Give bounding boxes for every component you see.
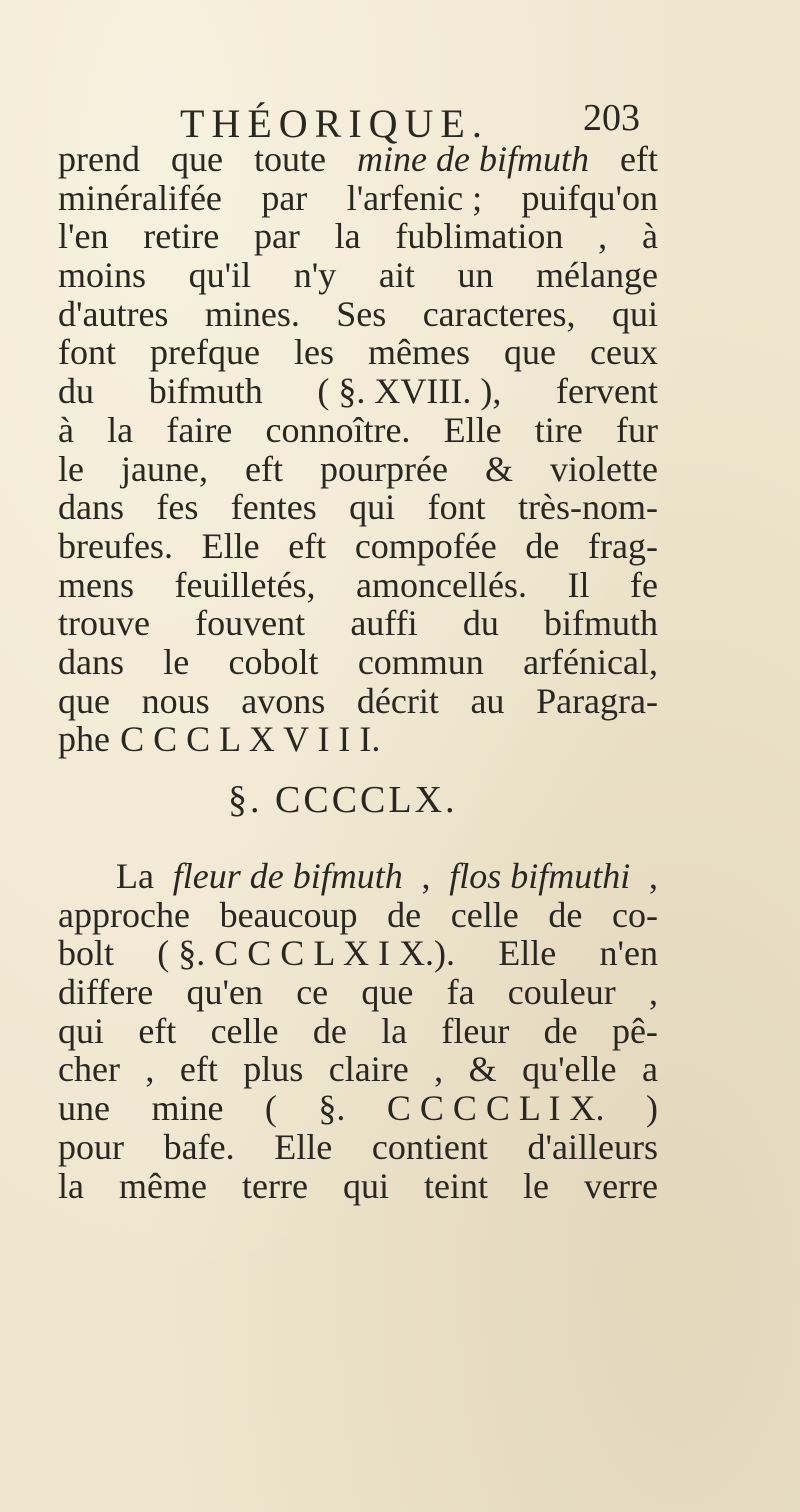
word: phe (58, 719, 110, 760)
word: puifqu'on (521, 177, 658, 218)
word: violette (550, 448, 658, 489)
word: ( §. C C C L X I X.). (157, 933, 455, 974)
word: d'autres (58, 293, 169, 334)
word: fes (156, 487, 199, 528)
word: de (548, 894, 583, 935)
word: même (119, 1165, 207, 1206)
word: teint (424, 1165, 489, 1206)
word: de (312, 1010, 347, 1051)
word: mélange (536, 255, 658, 296)
word: prend (58, 139, 140, 179)
word: mines. (204, 293, 300, 334)
word: bafe. (163, 1126, 235, 1167)
text-line (58, 1089, 658, 1128)
word: eft (245, 448, 283, 489)
word: , (648, 972, 658, 1013)
word: de (525, 525, 560, 566)
text-line (58, 217, 658, 256)
word: eft (620, 139, 658, 179)
word: pourprée (320, 448, 448, 489)
word: que (361, 972, 414, 1013)
text-line (58, 973, 658, 1012)
word: par (261, 177, 308, 218)
word: que (171, 139, 223, 179)
text-line (58, 1128, 658, 1167)
word: celle (450, 894, 519, 935)
word: retire (143, 216, 220, 257)
word: caracteres, (422, 293, 576, 334)
word: dans (58, 487, 124, 528)
text-line (58, 857, 658, 896)
text-line (58, 450, 658, 489)
word: dans (58, 641, 124, 682)
word: differe (58, 972, 154, 1013)
text-line (58, 488, 658, 527)
word: , (598, 216, 608, 257)
word: plus (243, 1049, 304, 1090)
word: ) (646, 1088, 658, 1129)
text-line (58, 333, 658, 372)
word: terre (242, 1165, 308, 1206)
text-line (58, 682, 658, 721)
word: Il (567, 564, 590, 605)
word: très-nom- (518, 487, 658, 528)
word: du (462, 603, 499, 644)
word: co- (612, 894, 658, 935)
word: toute (254, 139, 326, 179)
word: font (58, 332, 116, 373)
word: a (641, 1049, 658, 1090)
word: l'en (58, 216, 109, 257)
word: mêmes (367, 332, 470, 373)
word: à (641, 216, 658, 257)
word: eft (179, 1049, 218, 1090)
word: fur (615, 409, 658, 450)
word: qui (611, 293, 658, 334)
running-title: THÉORIQUE. (180, 101, 489, 146)
section-heading: §. CCCCLX. (228, 779, 458, 821)
word: fentes (230, 487, 317, 528)
word: pê- (611, 1010, 658, 1051)
text-line (58, 566, 658, 605)
word: Elle (443, 409, 502, 450)
word: & (484, 448, 513, 489)
word: mens (58, 564, 134, 605)
word: prefque (150, 332, 260, 373)
paragraph-1 (58, 140, 658, 759)
word: flos bifmuthi (449, 856, 631, 896)
word: Paragra- (536, 680, 658, 721)
word: §. (318, 1088, 346, 1129)
word: fervent (556, 371, 658, 412)
word: de (543, 1010, 578, 1051)
word: un (457, 255, 494, 296)
word: Elle (201, 525, 260, 566)
word: auffi (350, 603, 418, 644)
word: arfénical, (523, 641, 658, 682)
word: ( §. XVIII. ), (317, 371, 502, 412)
word: qui (58, 1010, 105, 1051)
text-line (58, 372, 658, 411)
word: breufes. (58, 525, 173, 566)
word: contient (371, 1126, 488, 1167)
word: mine (151, 1088, 224, 1129)
word: fleur de bifmuth (172, 856, 403, 896)
word: ( (264, 1088, 277, 1129)
word: cher (58, 1049, 120, 1090)
word: eft (288, 525, 327, 566)
text-line (58, 604, 658, 643)
text-line (58, 1167, 658, 1206)
word: de (387, 894, 422, 935)
word: connoître. (265, 409, 411, 450)
word: au (470, 680, 505, 721)
word: mine de bifmuth (357, 139, 589, 179)
word: cobolt (228, 641, 319, 682)
text-line (58, 1050, 658, 1089)
word: fouvent (195, 603, 306, 644)
word: ce (296, 972, 329, 1013)
word: bifmuth (544, 603, 658, 644)
word: qu'en (186, 972, 263, 1013)
word: l'arfenic ; (346, 177, 483, 218)
text-line (58, 140, 658, 179)
word: couleur (507, 972, 616, 1013)
word: bifmuth (148, 371, 263, 412)
word: Elle (498, 933, 557, 974)
word: le (163, 641, 190, 682)
word: , (648, 856, 658, 896)
word: n'y (293, 255, 337, 296)
word: minéralifée (58, 177, 222, 218)
word: , (145, 1049, 155, 1090)
paragraph-2 (58, 857, 658, 1205)
word: du (58, 371, 94, 412)
word: approche (58, 894, 190, 935)
text-line (58, 256, 658, 295)
word: commun (357, 641, 484, 682)
word: le (523, 1165, 550, 1206)
word: frag- (588, 525, 658, 566)
word: font (427, 487, 486, 528)
word: n'en (599, 933, 658, 974)
word: Elle (274, 1126, 333, 1167)
word: les (293, 332, 334, 373)
text-line (58, 179, 658, 218)
word: celle (210, 1010, 279, 1051)
word: feuilletés, (174, 564, 316, 605)
word: pour (58, 1126, 124, 1167)
word: fa (446, 972, 475, 1013)
word: tire (534, 409, 583, 450)
word: d'ailleurs (527, 1126, 658, 1167)
word: la (334, 216, 361, 257)
word: , (434, 1049, 444, 1090)
word: ceux (589, 332, 658, 373)
word: fublimation (395, 216, 564, 257)
word: & (468, 1049, 497, 1090)
word: la (58, 1165, 84, 1206)
word: fe (630, 564, 658, 605)
word: C C C L X V I I I. (120, 719, 381, 760)
word: eft (138, 1010, 177, 1051)
text-line (58, 527, 658, 566)
word: qui (342, 1165, 389, 1206)
word: , (421, 856, 431, 896)
text-line (58, 934, 658, 973)
word: que (503, 332, 556, 373)
word: amoncellés. (356, 564, 527, 605)
word: compofée (354, 525, 497, 566)
word: La (116, 856, 154, 896)
word: décrit (356, 680, 439, 721)
text-line (58, 295, 658, 334)
word: qu'elle (522, 1049, 617, 1090)
word: trouve (58, 603, 150, 644)
word: nous (141, 680, 210, 721)
word: à (58, 409, 74, 450)
word: une (58, 1088, 110, 1129)
word: par (253, 216, 300, 257)
word: qui (349, 487, 396, 528)
word: beaucoup (219, 894, 358, 935)
word: jaune, (121, 448, 208, 489)
text-line (58, 720, 658, 759)
word: la (107, 409, 134, 450)
word: que (58, 680, 110, 721)
word: le (58, 448, 84, 489)
word: qu'il (188, 255, 252, 296)
word: claire (328, 1049, 409, 1090)
word: la (381, 1010, 408, 1051)
word: bolt (58, 933, 115, 974)
word: moins (58, 255, 147, 296)
text-line (58, 1012, 658, 1051)
word: ait (378, 255, 415, 296)
word: verre (584, 1165, 658, 1206)
page-number: 203 (583, 97, 640, 139)
text-line (58, 643, 658, 682)
word: Ses (336, 293, 387, 334)
word: C C C C L I X. (386, 1088, 605, 1129)
text-line (58, 896, 658, 935)
text-line (58, 411, 658, 450)
word: faire (166, 409, 233, 450)
word: avons (241, 680, 326, 721)
word: fleur (441, 1010, 510, 1051)
